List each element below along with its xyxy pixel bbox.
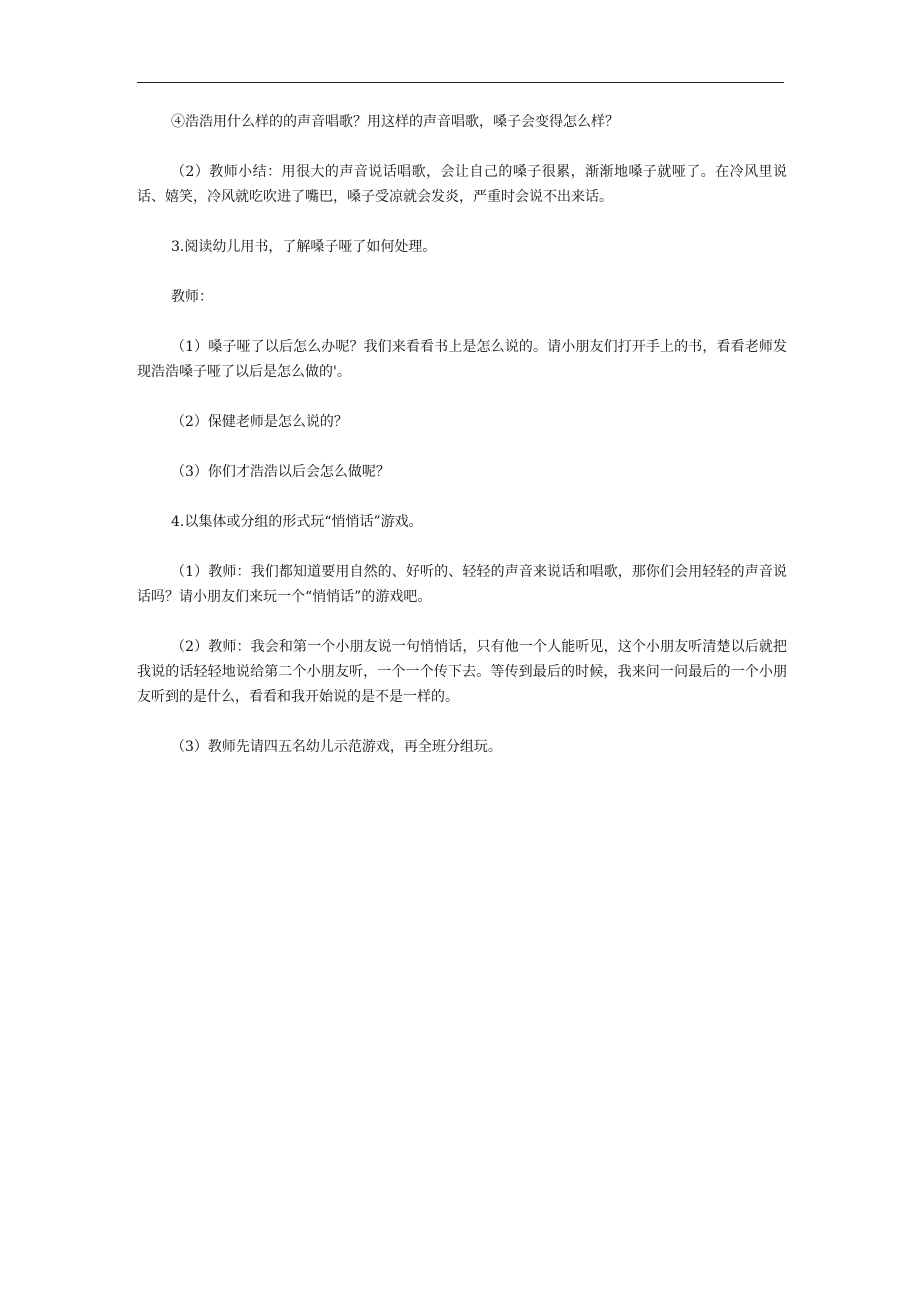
- paragraph-step-4-item-1: （1）教师：我们都知道要用自然的、好听的、轻轻的声音来说话和唱歌，那你们会用轻轻的声音说话吗？请小朋友们来玩一个“悄悄话”的游戏吧。: [137, 564, 787, 605]
- paragraph-step-3-heading: 3.阅读幼儿用书，了解嗓子哑了如何处理。: [171, 239, 437, 255]
- header-rule: [137, 82, 784, 83]
- paragraph-step-4-item-2: （2）教师：我会和第一个小朋友说一句悄悄话，只有他一个人能听见，这个小朋友听清楚以后就把我说的话轻轻地说给第二个小朋友听，一个一个传下去。等传到最后的时候，我来问一问最后的一个小朋友听到的是什么，看看和我开始说的是不是一样的。: [137, 639, 787, 705]
- document-body: [137, 110, 787, 785]
- paragraph-question-4: ④浩浩用什么样的的声音唱歌？用这样的声音唱歌，嗓子会变得怎么样？: [171, 114, 619, 130]
- paragraph-step-3-item-3: （3）你们才浩浩以后会怎么做呢？: [171, 464, 390, 480]
- paragraph-teacher-label: 教师：: [171, 289, 213, 305]
- paragraph-step-3-item-2: （2）保健老师是怎么说的？: [171, 414, 348, 430]
- paragraph-step-4-heading: 4.以集体或分组的形式玩“悄悄话”游戏。: [171, 514, 423, 530]
- paragraph-step-4-item-3: （3）教师先请四五名幼儿示范游戏，再全班分组玩。: [171, 739, 502, 755]
- paragraph-teacher-summary: （2）教师小结：用很大的声音说话唱歌，会让自己的嗓子很累，渐渐地嗓子就哑了。在冷风里说话、嬉笑，冷风就吃吹进了嘴巴，嗓子受凉就会发炎，严重时会说不出来话。: [137, 164, 787, 205]
- paragraph-step-3-item-1: （1）嗓子哑了以后怎么办呢？我们来看看书上是怎么说的。请小朋友们打开手上的书，看看老师发现浩浩嗓子哑了以后是怎么做的'。: [137, 339, 787, 380]
